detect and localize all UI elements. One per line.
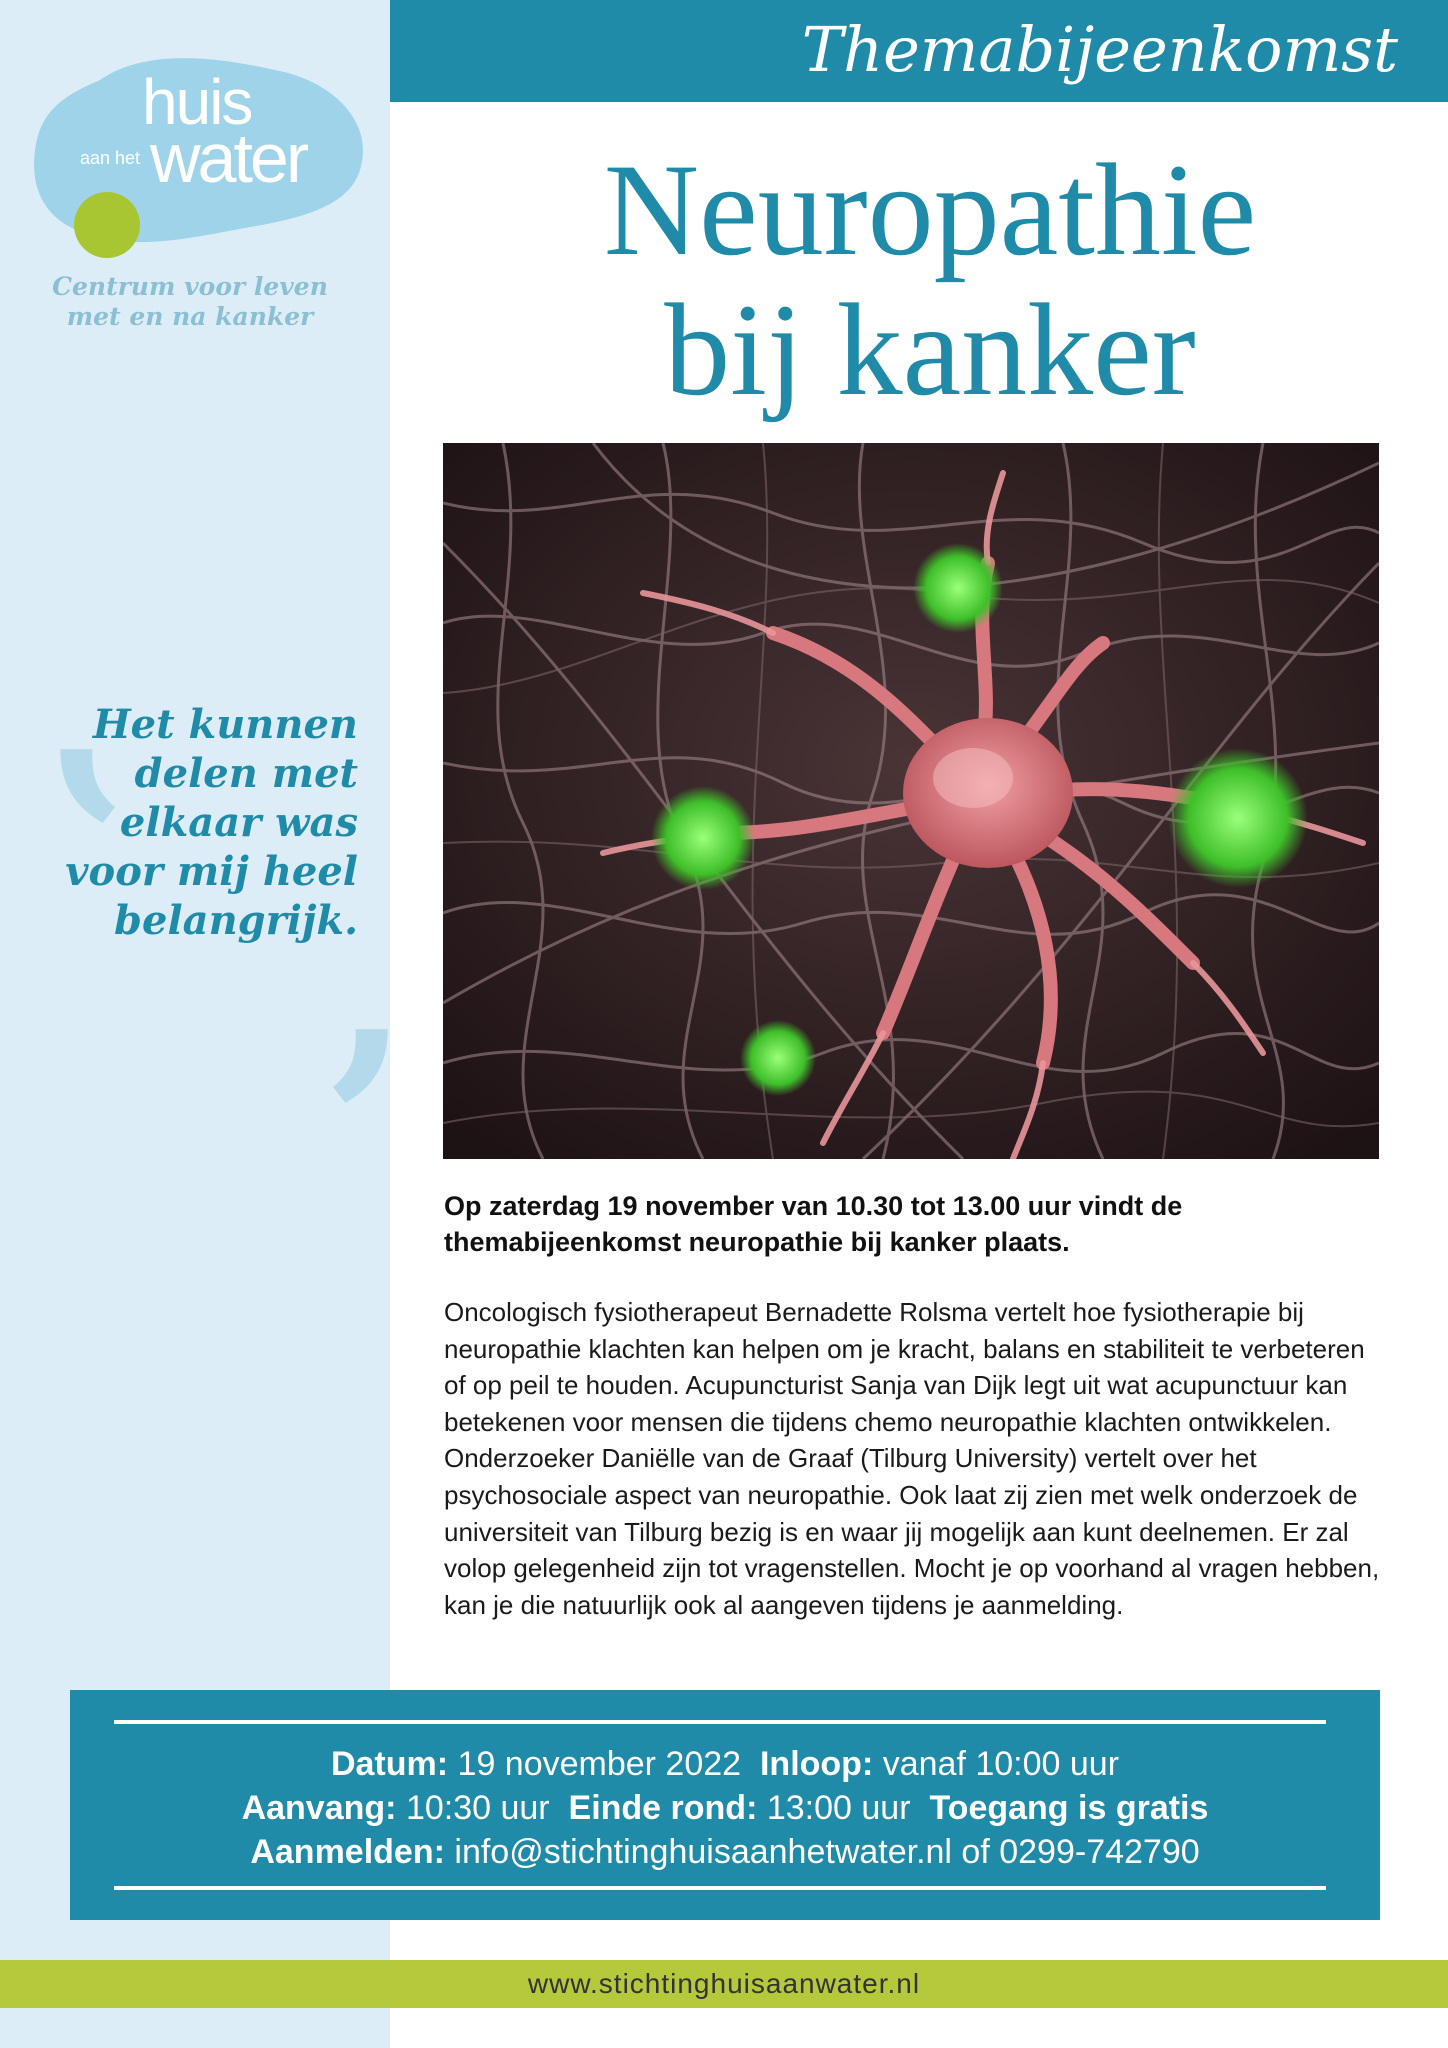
logo-word-huis: huis	[142, 66, 252, 138]
aanvang-label: Aanvang:	[241, 1789, 397, 1827]
title-line: bij kanker	[664, 276, 1196, 423]
footer-bar	[0, 1960, 1448, 2008]
logo-green-dot	[74, 192, 140, 258]
aanvang-value: 10:30 uur	[405, 1789, 550, 1827]
intro-text: Op zaterdag 19 november van 10.30 tot 13.00 uur vindt de themabijeenkomst neuropathie bij kanker plaats.	[444, 1191, 1183, 1257]
logo-word-aan-het: aan het	[80, 148, 141, 168]
quote-line: Het kunnen	[92, 701, 358, 748]
inloop-label: Inloop:	[759, 1745, 874, 1783]
info-box	[70, 1690, 1380, 1920]
tagline-line: Centrum voor leven	[52, 272, 328, 301]
einde-label: Einde rond:	[568, 1789, 758, 1827]
quote-close-icon: ,	[330, 850, 411, 1120]
quote-line: voor mij heel	[65, 848, 358, 895]
quote-line: elkaar was	[119, 799, 358, 846]
website-link[interactable]: www.stichtinghuisaanwater.nl	[527, 1968, 921, 1999]
tagline	[30, 272, 350, 332]
info-divider	[114, 1886, 1326, 1890]
aanmelden-label: Aanmelden:	[250, 1833, 445, 1871]
aanmelden-value[interactable]: info@stichtinghuisaanhetwater.nl of 0299-742790	[454, 1833, 1200, 1871]
datum-label: Datum:	[330, 1745, 449, 1783]
header-title: Themabijeenkomst	[801, 13, 1398, 86]
info-line-date	[70, 1742, 1380, 1786]
datum-value: 19 november 2022	[457, 1745, 742, 1783]
info-divider	[114, 1720, 1326, 1724]
tagline-line: met en na kanker	[66, 302, 314, 331]
info-lines	[70, 1742, 1380, 1874]
neuron-illustration	[443, 443, 1379, 1159]
neuron-illustration-icon	[443, 443, 1379, 1159]
logo-word-water: water	[150, 119, 307, 197]
quote-open-icon: ,	[38, 570, 119, 840]
title-line: Neuropathie	[603, 136, 1257, 283]
header-bar	[390, 0, 1448, 102]
toegang-text: Toegang is gratis	[929, 1789, 1209, 1827]
info-line-time	[70, 1786, 1380, 1830]
page-title	[480, 136, 1380, 423]
info-line-register	[70, 1830, 1380, 1874]
body-text: Oncologisch fysiotherapeut Bernadette Rolsma vertelt hoe fysiotherapie bij neuropathie klachten kan helpen om je kracht, balans en stabiliteit te verbeteren of op peil te houden. Acupuncturist Sanja van Dijk legt uit wat acupunctuur kan betekenen voor mensen die tijdens chemo neuropathie klachten ontwikkelen. Onderzoeker Daniëlle van de Graaf (Tilburg University) vertelt over het psychosociale aspect van neuropathie. Ook laat zij zien met welk onderzoek de universiteit van Tilburg bezig is en waar jij mogelijk aan kunt deelnemen. Er zal volop gelegenheid zijn tot vragenstellen. Mocht je op voorhand al vragen hebben, kan je die natuurlijk ook al aangeven tijdens je aanmelding.	[444, 1297, 1380, 1620]
einde-value: 13:00 uur	[766, 1789, 911, 1827]
quote-line: belangrijk.	[114, 897, 358, 944]
inloop-value: vanaf 10:00 uur	[882, 1745, 1120, 1783]
quote-line: delen met	[134, 750, 358, 797]
testimonial-quote	[0, 700, 358, 945]
huis-aan-het-water-logo	[30, 50, 370, 270]
